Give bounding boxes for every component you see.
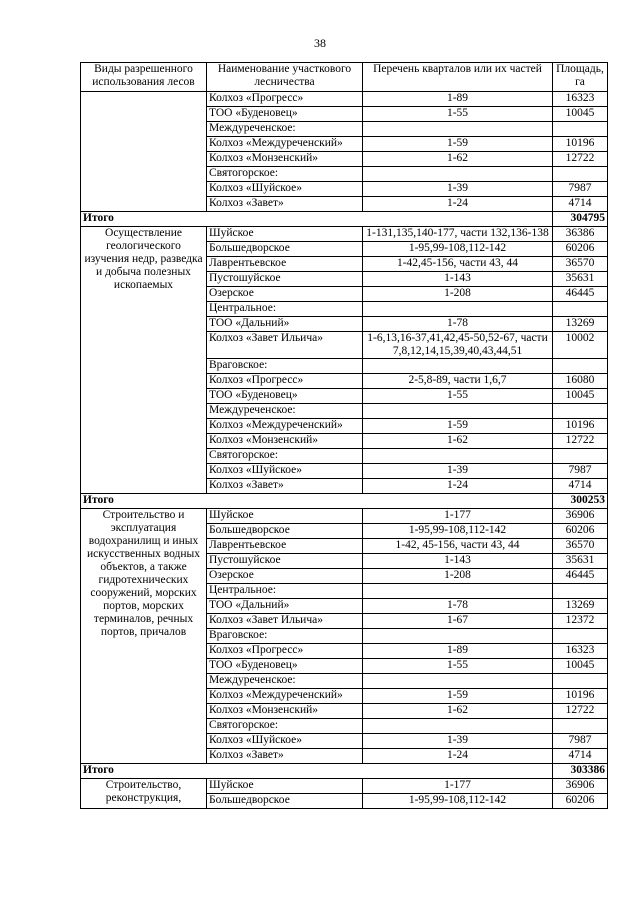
forestry-name-cell: Враговское: [207,629,363,644]
quarters-cell [363,359,553,374]
quarters-cell: 1-42, 45-156, части 43, 44 [363,539,553,554]
forestry-name-cell: Колхоз «Завет Ильича» [207,332,363,359]
quarters-cell: 1-24 [363,749,553,764]
forestry-name-cell: Колхоз «Прогресс» [207,374,363,389]
quarters-cell: 1-131,135,140-177, части 132,136-138 [363,227,553,242]
area-cell [553,719,608,734]
area-cell: 36570 [553,539,608,554]
forestry-name-cell: Святогорское: [207,449,363,464]
area-cell: 46445 [553,569,608,584]
area-cell: 7987 [553,734,608,749]
forestry-name-cell: Колхоз «Шуйское» [207,464,363,479]
area-cell: 35631 [553,554,608,569]
quarters-cell: 1-39 [363,464,553,479]
area-cell: 36906 [553,779,608,794]
header-use-type: Виды разрешенного использования лесов [81,63,207,92]
forestry-name-cell: Колхоз «Шуйское» [207,182,363,197]
forestry-name-cell: Колхоз «Междуреченский» [207,137,363,152]
quarters-cell: 1-55 [363,107,553,122]
forestry-name-cell: Колхоз «Завет» [207,749,363,764]
forestry-name-cell: Колхоз «Междуреченский» [207,419,363,434]
forestry-name-cell: Озерское [207,287,363,302]
forestry-name-cell: Центральное: [207,584,363,599]
forestry-name-cell: Святогорское: [207,167,363,182]
forestry-name-cell: Шуйское [207,227,363,242]
area-cell: 16323 [553,644,608,659]
total-row [81,212,608,227]
header-area: Площадь, га [553,63,608,92]
area-cell: 10196 [553,419,608,434]
quarters-cell: 1-59 [363,419,553,434]
total-value: 303386 [553,764,608,779]
forestry-name-cell: Междуреченское: [207,122,363,137]
table-row [81,509,608,524]
quarters-cell [363,629,553,644]
area-cell: 10002 [553,332,608,359]
total-row [81,764,608,779]
area-cell: 36570 [553,257,608,272]
quarters-cell [363,122,553,137]
forestry-name-cell: Междуреченское: [207,674,363,689]
quarters-cell [363,167,553,182]
quarters-cell: 1-42,45-156, части 43, 44 [363,257,553,272]
forestry-name-cell: Центральное: [207,302,363,317]
area-cell: 4714 [553,749,608,764]
forest-use-table [80,62,608,809]
total-label: Итого [81,212,553,227]
area-cell [553,449,608,464]
forestry-name-cell: Враговское: [207,359,363,374]
area-cell [553,359,608,374]
area-cell [553,674,608,689]
quarters-cell: 1-95,99-108,112-142 [363,242,553,257]
total-value: 300253 [553,494,608,509]
forestry-name-cell: Большедворское [207,242,363,257]
area-cell: 12722 [553,152,608,167]
forestry-name-cell: Колхоз «Шуйское» [207,734,363,749]
area-cell [553,404,608,419]
forestry-name-cell: Колхоз «Завет Ильича» [207,614,363,629]
area-cell [553,584,608,599]
quarters-cell [363,449,553,464]
use-type-cell [81,92,207,212]
area-cell: 7987 [553,182,608,197]
area-cell: 12372 [553,614,608,629]
page-number: 38 [314,36,326,50]
quarters-cell: 1-55 [363,659,553,674]
forestry-name-cell: Пустошуйское [207,554,363,569]
quarters-cell: 1-24 [363,197,553,212]
header-forestry-name: Наименование участкового лесничества [207,63,363,92]
total-label: Итого [81,494,553,509]
area-cell [553,167,608,182]
forestry-name-cell: Шуйское [207,779,363,794]
area-cell: 60206 [553,524,608,539]
area-cell: 10045 [553,659,608,674]
quarters-cell: 1-24 [363,479,553,494]
area-cell: 10045 [553,107,608,122]
area-cell: 60206 [553,794,608,809]
area-cell: 46445 [553,287,608,302]
use-type-cell: Осуществление геологического изучения недр, разведка и добыча полезных ископаемых [81,227,207,494]
total-value: 304795 [553,212,608,227]
forestry-name-cell: Колхоз «Монзенский» [207,704,363,719]
quarters-cell: 1-62 [363,152,553,167]
area-cell: 60206 [553,242,608,257]
forestry-name-cell: ТОО «Дальний» [207,599,363,614]
header-quarters: Перечень кварталов или их частей [363,63,553,92]
area-cell: 36386 [553,227,608,242]
forestry-name-cell: Пустошуйское [207,272,363,287]
area-cell: 10045 [553,389,608,404]
forestry-name-cell: ТОО «Дальний» [207,317,363,332]
forestry-name-cell: Лаврентьевское [207,539,363,554]
quarters-cell: 1-62 [363,704,553,719]
quarters-cell: 1-95,99-108,112-142 [363,794,553,809]
forestry-name-cell: Большедворское [207,794,363,809]
quarters-cell: 1-89 [363,92,553,107]
area-cell [553,629,608,644]
forestry-name-cell: ТОО «Буденовец» [207,659,363,674]
area-cell: 13269 [553,599,608,614]
forestry-name-cell: Шуйское [207,509,363,524]
quarters-cell: 1-177 [363,779,553,794]
table-header-row [81,63,608,92]
area-cell: 12722 [553,704,608,719]
quarters-cell: 1-59 [363,689,553,704]
area-cell [553,122,608,137]
quarters-cell: 1-78 [363,599,553,614]
area-cell: 13269 [553,317,608,332]
forestry-name-cell: Колхоз «Завет» [207,197,363,212]
use-type-cell: Строительство, реконструкция, [81,779,207,809]
quarters-cell: 1-89 [363,644,553,659]
quarters-cell: 1-143 [363,554,553,569]
area-cell [553,302,608,317]
forestry-name-cell: Междуреченское: [207,404,363,419]
forestry-name-cell: Колхоз «Междуреченский» [207,689,363,704]
quarters-cell: 1-59 [363,137,553,152]
forestry-name-cell: Озерское [207,569,363,584]
quarters-cell: 2-5,8-89, части 1,6,7 [363,374,553,389]
quarters-cell: 1-95,99-108,112-142 [363,524,553,539]
quarters-cell: 1-55 [363,389,553,404]
forestry-name-cell: Колхоз «Монзенский» [207,434,363,449]
quarters-cell [363,302,553,317]
table-row [81,779,608,794]
quarters-cell: 1-78 [363,317,553,332]
total-row [81,494,608,509]
quarters-cell: 1-143 [363,272,553,287]
forestry-name-cell: Лаврентьевское [207,257,363,272]
forestry-name-cell: Колхоз «Завет» [207,479,363,494]
forestry-name-cell: Большедворское [207,524,363,539]
forestry-name-cell: Колхоз «Монзенский» [207,152,363,167]
forestry-name-cell: Колхоз «Прогресс» [207,644,363,659]
forestry-name-cell: ТОО «Буденовец» [207,389,363,404]
quarters-cell: 1-208 [363,569,553,584]
area-cell: 4714 [553,479,608,494]
area-cell: 35631 [553,272,608,287]
forestry-name-cell: ТОО «Буденовец» [207,107,363,122]
area-cell: 7987 [553,464,608,479]
quarters-cell: 1-67 [363,614,553,629]
forestry-name-cell: Колхоз «Прогресс» [207,92,363,107]
use-type-cell: Строительство и эксплуатация водохранилищ и иных искусственных водных объектов, а также гидротехнических сооружений, морских портов, морских терминалов, речных портов, причалов [81,509,207,764]
quarters-cell: 1-39 [363,734,553,749]
quarters-cell [363,674,553,689]
table-row [81,92,608,107]
area-cell: 16080 [553,374,608,389]
forestry-name-cell: Святогорское: [207,719,363,734]
area-cell: 16323 [553,92,608,107]
quarters-cell: 1-6,13,16-37,41,42,45-50,52-67, части 7,8,12,14,15,39,40,43,44,51 [363,332,553,359]
area-cell: 36906 [553,509,608,524]
quarters-cell [363,404,553,419]
area-cell: 10196 [553,689,608,704]
area-cell: 12722 [553,434,608,449]
area-cell: 4714 [553,197,608,212]
quarters-cell [363,719,553,734]
quarters-cell: 1-177 [363,509,553,524]
total-label: Итого [81,764,553,779]
quarters-cell: 1-62 [363,434,553,449]
quarters-cell: 1-39 [363,182,553,197]
quarters-cell: 1-208 [363,287,553,302]
table-row [81,227,608,242]
area-cell: 10196 [553,137,608,152]
quarters-cell [363,584,553,599]
